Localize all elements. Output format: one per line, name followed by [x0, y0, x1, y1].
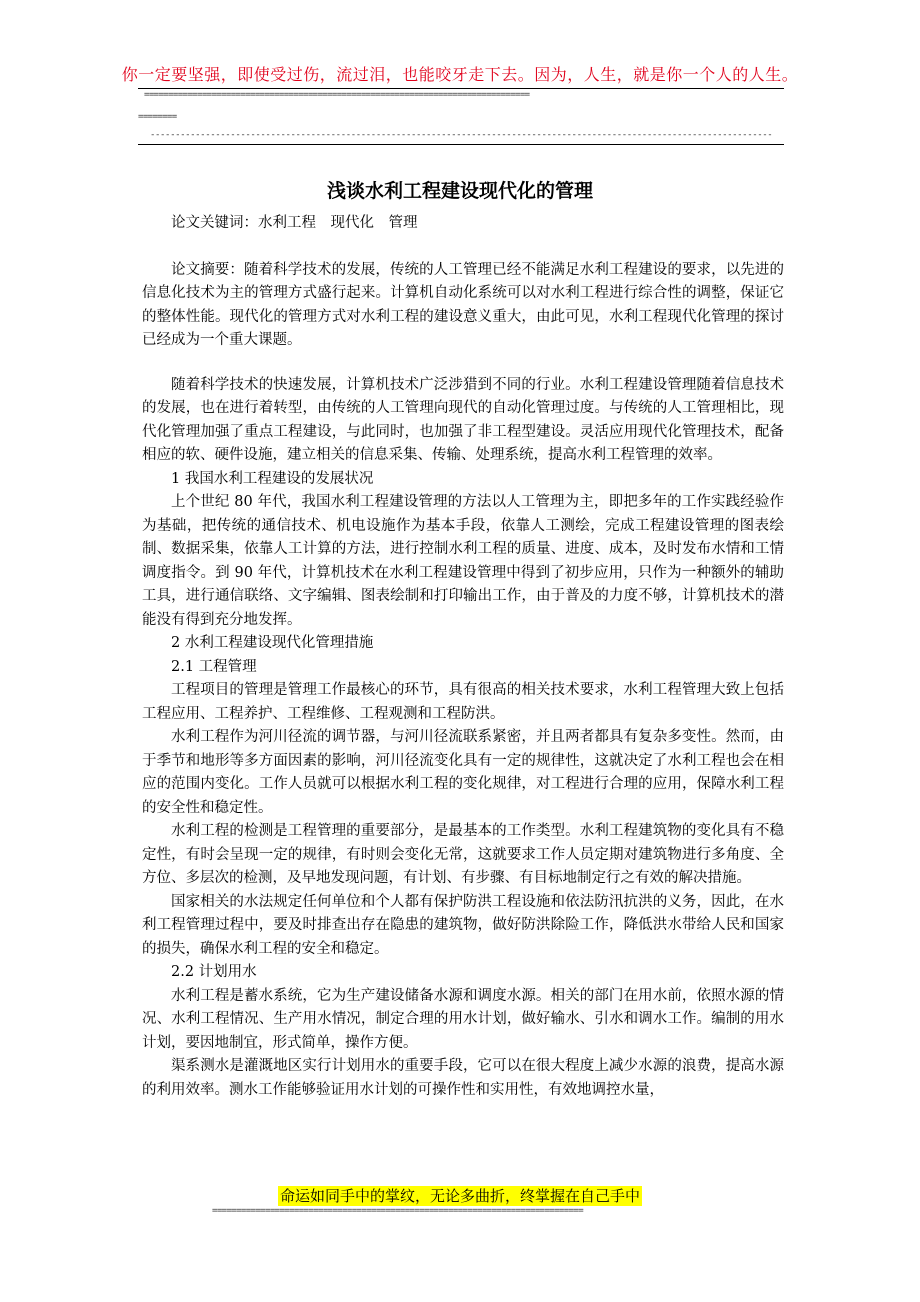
header-motto: 你一定要坚强，即使受过伤，流过泪，也能咬牙走下去。因为，人生，就是你一个人的人生。 — [121, 65, 799, 84]
article-title: 浅谈水利工程建设现代化的管理 — [326, 180, 593, 202]
intro-paragraph: 随着科学技术的快速发展，计算机技术广泛涉猎到不同的行业。水利工程建设管理随着信息技术的发展，也在进行着转型，由传统的人工管理向现代的自动化管理过度。与传统的人工管理相比，现代化管理加强了重点工程建设，与此同时，也加强了非工程型建设。灵活应用现代化管理技术，配备相应的软、硬件设施，建立相关的信息采集、传输、处理系统，提高水利工程管理的效率。 — [142, 376, 784, 463]
section-2-2-heading: 2.2 计划用水 — [171, 964, 257, 980]
footer-motto-highlight: 命运如同手中的掌纹，无论多曲折，终掌握在自己手中 — [279, 1187, 640, 1205]
header-equals-rule-wrap: ======== — [138, 112, 177, 122]
section-2-2-paragraph-b: 渠系测水是灌溉地区实行计划用水的重要手段，它可以在很大程度上减少水源的浪费，提高水源的利用效率。测水工作能够验证用水计划的可操作性和实用性，有效地调控水量， — [142, 1058, 784, 1098]
article-body — [142, 212, 784, 1102]
section-2-2-paragraph-a: 水利工程是蓄水系统，它为生产建设储备水源和调度水源。相关的部门在用水前，依照水源的情况、水利工程情况、生产用水情况，制定合理的用水计划，做好输水、引水和调水工作。编制的用水计划，要因地制宜，形式简单，操作方便。 — [142, 987, 784, 1051]
header-equals-rule: ================================================================================ — [144, 90, 530, 100]
footer-motto — [0, 1185, 920, 1206]
section-2-1-paragraph-c: 水利工程的检测是工程管理的重要部分，是最基本的工作类型。水利工程建筑物的变化具有不稳定性，有时会呈现一定的规律，有时则会变化无常，这就要求工作人员定期对建筑物进行多角度、全方位、多层次的检测，及早地发现问题，有计划、有步骤、有目标地制定行之有效的解决措施。 — [142, 823, 784, 886]
section-1-paragraph: 上个世纪 80 年代，我国水利工程建设管理的方法以人工管理为主，即把多年的工作实践经验作为基础，把传统的通信技术、机电设施作为基本手段，依靠人工测绘，完成工程建设管理的图表绘制、数据采集，依靠人工计算的方法，进行控制水利工程的质量、进度、成本，及时发布水情和工情调度指令。到 90 年代，计算机技术在水利工程建设管理中得到了初步应用，只作为一种额外的辅助工具，进行通信联络、文字编辑、图表绘制和打印输出工作，由于普及的力度不够，计算机技术的潜能没有得到充分地发挥。 — [142, 494, 784, 628]
keywords: 论文关键词：水利工程 现代化 管理 — [171, 215, 418, 231]
header-bottom-line — [138, 144, 784, 145]
section-2-1-paragraph-b: 水利工程作为河川径流的调节器，与河川径流联系紧密，并且两者都具有复杂多变性。然而，由于季节和地形等多方面因素的影响，河川径流变化具有一定的规律性，这就决定了水利工程也会在相应的范围内变化。工作人员就可以根据水利工程的变化规律，对工程进行合理的应用，保障水利工程的安全性和稳定性。 — [142, 729, 784, 816]
header-top-line — [138, 88, 784, 89]
header-dash-rule: ---------------------------------------------------------------------------------------------------------------------------- — [150, 130, 772, 140]
section-2-1-heading: 2.1 工程管理 — [171, 658, 257, 675]
section-2-heading: 2 水利工程建设现代化管理措施 — [171, 635, 374, 651]
section-2-1-paragraph-a: 工程项目的管理是管理工作最核心的环节，具有很高的相关技术要求，水利工程管理大致上包括工程应用、工程养护、工程维修、工程观测和工程防洪。 — [142, 682, 784, 722]
section-1-heading: 1 我国水利工程建设的发展状况 — [171, 470, 374, 487]
abstract: 论文摘要：随着科学技术的发展，传统的人工管理已经不能满足水利工程建设的要求，以先进的信息化技术为主的管理方式盛行起来。计算机自动化系统可以对水利工程进行综合性的调整，保证它的整体性能。现代化的管理方式对水利工程的建设意义重大，由此可见，水利工程现代化管理的探讨已经成为一个重大课题。 — [142, 261, 784, 348]
footer-equals-rule: ============================================================================= — [212, 1206, 584, 1216]
section-2-1-paragraph-d: 国家相关的水法规定任何单位和个人都有保护防洪工程设施和依法防汛抗洪的义务，因此，在水利工程管理过程中，要及时排查出存在隐患的建筑物，做好防洪除险工作，降低洪水带给人民和国家的损失，确保水利工程的安全和稳定。 — [142, 893, 784, 957]
